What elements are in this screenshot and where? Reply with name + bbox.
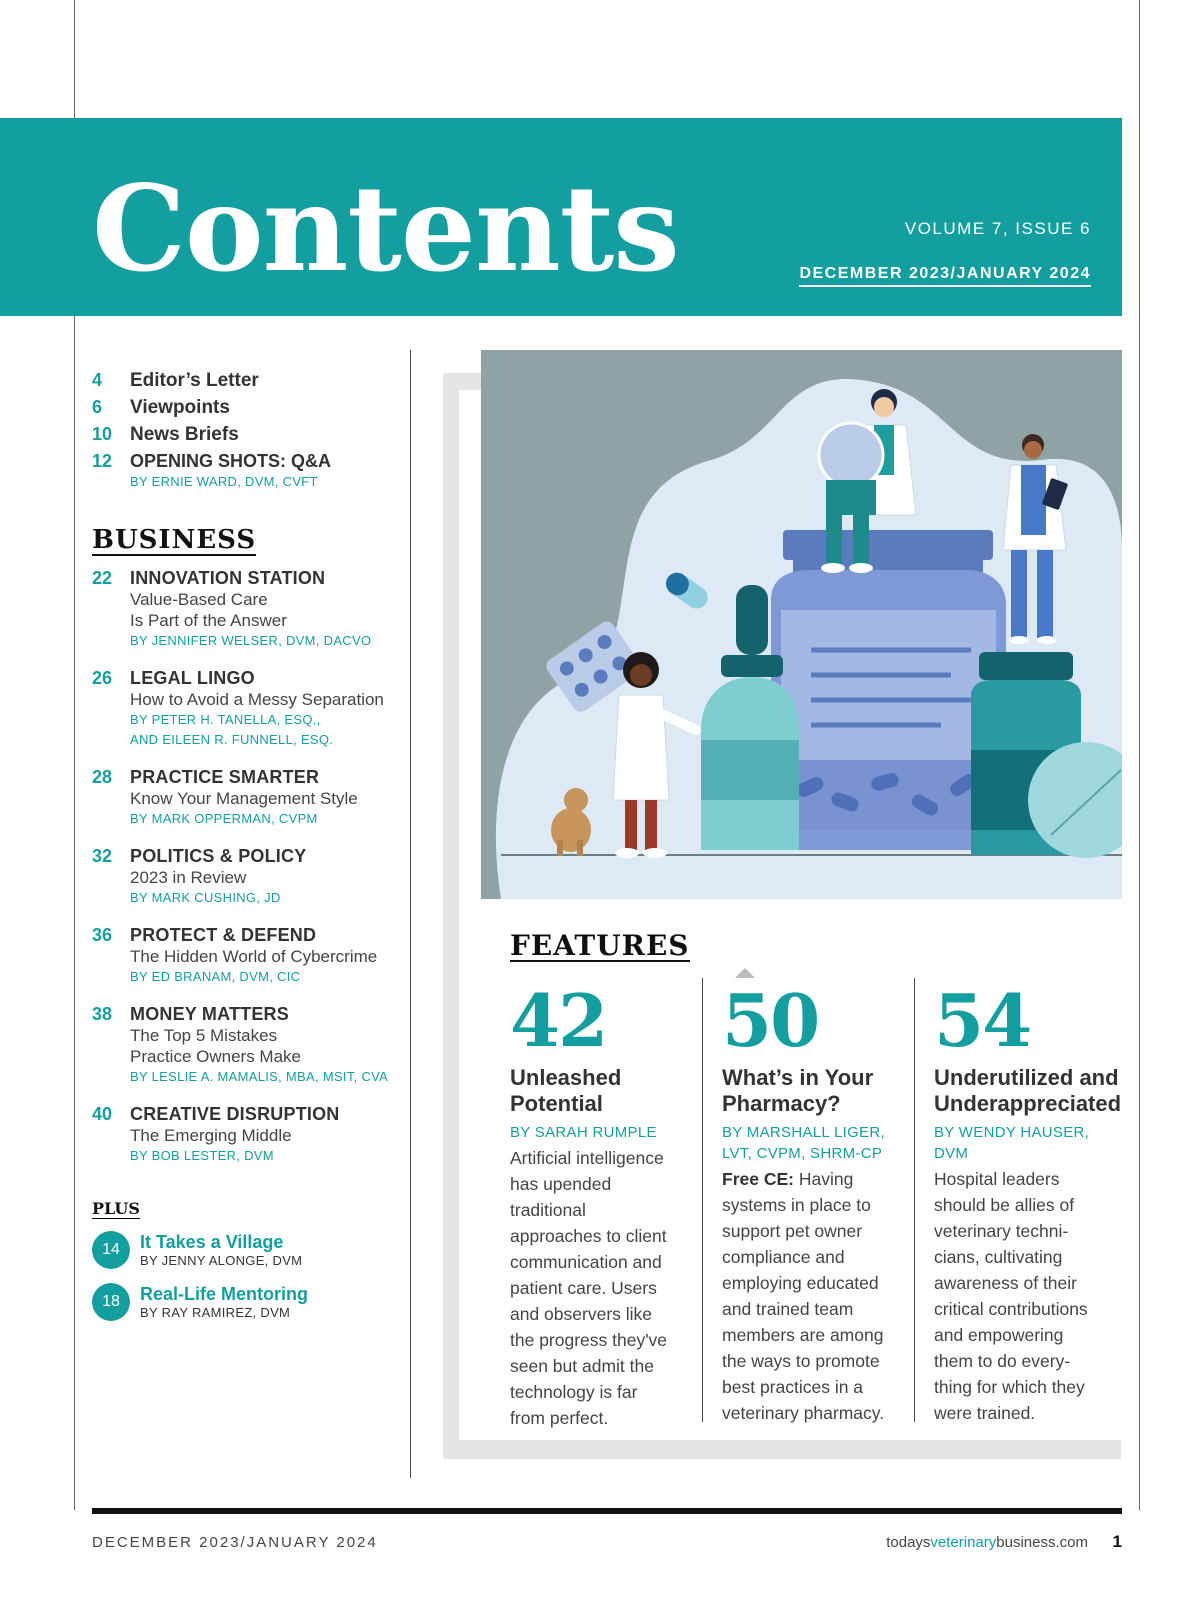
toc-title: News Briefs — [130, 424, 239, 445]
feature-page-number: 54 — [934, 978, 1031, 1063]
feature-text: veterinary techni- — [934, 1221, 1069, 1241]
feature-page-number: 50 — [722, 978, 819, 1063]
toc-byline: BY PETER H. TANELLA, ESQ., — [130, 712, 321, 728]
page-number: 22 — [92, 568, 113, 589]
feature-summary — [510, 1145, 700, 1431]
toc-subtitle: 2023 in Review — [130, 868, 247, 888]
feature-page-number: 42 — [510, 978, 607, 1063]
feature-text: members are among — [722, 1325, 884, 1345]
feature-title-line: Pharmacy? — [722, 1091, 841, 1116]
column-divider — [410, 350, 411, 1478]
toc-item[interactable] — [92, 370, 402, 392]
toc-byline: BY ERNIE WARD, DVM, CVFT — [130, 474, 318, 489]
plus-title: It Takes a Village — [140, 1232, 284, 1253]
feature-text: technology is far — [510, 1382, 638, 1402]
feature-summary-line — [934, 1322, 1124, 1348]
feature-title — [510, 1065, 700, 1117]
plus-item[interactable] — [92, 1283, 402, 1321]
feature-text: and empowering — [934, 1325, 1064, 1345]
feature-column[interactable] — [934, 978, 1124, 1426]
feature-text: were trained. — [934, 1403, 1036, 1423]
feature-text: them to do every- — [934, 1351, 1071, 1371]
toc-title: OPENING SHOTS: Q&A — [130, 451, 332, 471]
feature-byline — [510, 1122, 700, 1143]
toc-entry[interactable] — [92, 846, 402, 908]
toc-byline: BY MARK CUSHING, JD — [130, 890, 281, 906]
feature-text: the progress they've — [510, 1330, 668, 1350]
feature-byline-line: BY SARAH RUMPLE — [510, 1124, 657, 1141]
feature-summary-line — [722, 1218, 912, 1244]
page-badge: 18 — [92, 1283, 130, 1321]
toc-byline: BY JENNIFER WELSER, DVM, DACVO — [130, 633, 372, 649]
feature-text: awareness of their — [934, 1273, 1077, 1293]
feature-byline-line: BY WENDY HAUSER, — [934, 1124, 1090, 1141]
toc-entry-header — [92, 568, 402, 589]
feature-summary-line — [510, 1223, 700, 1249]
feature-summary-line — [510, 1327, 700, 1353]
toc-title: MONEY MATTERS — [130, 1004, 289, 1025]
toc-byline: AND EILEEN R. FUNNELL, ESQ. — [130, 732, 334, 748]
feature-summary-line — [510, 1249, 700, 1275]
feature-title-line: Underappreciated — [934, 1091, 1122, 1116]
triangle-marker-icon — [735, 968, 755, 978]
feature-text: and trained team — [722, 1299, 854, 1319]
toc-title: POLITICS & POLICY — [130, 846, 307, 867]
feature-summary-line — [722, 1322, 912, 1348]
feature-title — [934, 1065, 1124, 1117]
feature-text: patient care. Users — [510, 1278, 657, 1298]
feature-title-line: Underutilized and — [934, 1065, 1119, 1090]
page-title: Contents — [92, 159, 679, 298]
feature-summary-line — [722, 1166, 912, 1192]
feature-summary-line — [722, 1400, 912, 1426]
feature-byline — [934, 1122, 1124, 1164]
feature-summary-line — [510, 1171, 700, 1197]
toc-title: PRACTICE SMARTER — [130, 767, 320, 788]
toc-item[interactable] — [92, 424, 402, 446]
feature-text: traditional — [510, 1200, 586, 1220]
feature-summary-line — [510, 1353, 700, 1379]
toc-subtitle: The Hidden World of Cybercrime — [130, 947, 378, 967]
feature-summary-line — [934, 1296, 1124, 1322]
feature-text: thing for which they — [934, 1377, 1085, 1397]
feature-summary-line — [510, 1379, 700, 1405]
toc-subtitle: Know Your Management Style — [130, 789, 358, 809]
feature-text: support pet owner — [722, 1221, 863, 1241]
toc-subtitle: Is Part of the Answer — [130, 611, 287, 631]
feature-text: the ways to promote — [722, 1351, 880, 1371]
plus-text — [140, 1284, 308, 1320]
feature-text: should be allies of — [934, 1195, 1075, 1215]
feature-text: veterinary pharmacy. — [722, 1403, 885, 1423]
site-suffix: business.com — [996, 1534, 1088, 1551]
toc-entry-header — [92, 846, 402, 867]
page-number: 26 — [92, 668, 113, 689]
feature-byline-line: DVM — [934, 1145, 969, 1162]
feature-byline — [722, 1122, 912, 1164]
toc-title: Editor’s Letter — [130, 370, 259, 391]
toc-subtitle: Practice Owners Make — [130, 1047, 301, 1067]
toc-title: INNOVATION STATION — [130, 568, 326, 589]
business-heading: BUSINESS — [92, 525, 257, 555]
page-number: 12 — [92, 451, 113, 471]
plus-byline: BY RAY RAMIREZ, DVM — [140, 1305, 291, 1321]
feature-text: employing educated — [722, 1273, 879, 1293]
features-heading: FEATURES — [510, 929, 690, 962]
page-number: 38 — [92, 1004, 113, 1025]
toc-top-list — [92, 370, 402, 489]
feature-column[interactable] — [722, 978, 912, 1426]
feature-text: Having — [793, 1169, 854, 1189]
feature-summary — [722, 1166, 912, 1426]
feature-text: systems in place to — [722, 1195, 871, 1215]
plus-item[interactable] — [92, 1231, 402, 1269]
toc-title: CREATIVE DISRUPTION — [130, 1104, 340, 1125]
feature-byline-line: LVT, CVPM, SHRM-CP — [722, 1145, 883, 1162]
feature-text: has upended — [510, 1174, 612, 1194]
toc-column — [92, 370, 402, 1335]
toc-item[interactable] — [92, 397, 402, 419]
issue-date: DECEMBER 2023/JANUARY 2024 — [799, 265, 1091, 287]
toc-byline: BY ED BRANAM, DVM, CIC — [130, 969, 301, 985]
feature-text: Artificial intelligence — [510, 1148, 664, 1168]
toc-byline: BY BOB LESTER, DVM — [130, 1148, 274, 1164]
toc-item[interactable] — [92, 451, 402, 472]
feature-summary-line — [934, 1374, 1124, 1400]
feature-title-line: Potential — [510, 1091, 603, 1116]
toc-entry-header — [92, 925, 402, 946]
feature-summary-line — [722, 1270, 912, 1296]
feature-column[interactable] — [510, 978, 700, 1431]
toc-entry[interactable] — [92, 668, 402, 750]
feature-text: seen but admit the — [510, 1356, 654, 1376]
feature-summary-line — [934, 1348, 1124, 1374]
toc-entry[interactable] — [92, 767, 402, 829]
feature-title — [722, 1065, 912, 1117]
page-number: 32 — [92, 846, 113, 867]
plus-text — [140, 1232, 302, 1268]
feature-summary-line — [510, 1301, 700, 1327]
right-margin-rule — [1139, 0, 1140, 1510]
page-number-footer: 1 — [1112, 1532, 1122, 1551]
toc-entry-header — [92, 1004, 402, 1025]
feature-summary-line — [934, 1400, 1124, 1426]
feature-summary-line — [722, 1348, 912, 1374]
feature-text: and observers like — [510, 1304, 653, 1324]
feature-summary-line — [510, 1405, 700, 1431]
toc-subtitle: The Top 5 Mistakes — [130, 1026, 278, 1046]
feature-text: critical contributions — [934, 1299, 1088, 1319]
feature-summary-line — [722, 1192, 912, 1218]
toc-entry[interactable] — [92, 925, 402, 987]
feature-summary-line — [722, 1374, 912, 1400]
toc-entry-header — [92, 668, 402, 689]
feature-summary-line — [934, 1166, 1124, 1192]
site-prefix: todays — [886, 1534, 931, 1551]
page-number: 4 — [92, 370, 103, 390]
volume-issue: VOLUME 7, ISSUE 6 — [904, 219, 1091, 238]
feature-summary-line — [934, 1218, 1124, 1244]
feature-text: from perfect. — [510, 1408, 609, 1428]
toc-entry-header — [92, 1104, 402, 1125]
toc-subtitle: Value-Based Care — [130, 590, 268, 610]
feature-summary-line — [722, 1296, 912, 1322]
page-number: 28 — [92, 767, 113, 788]
toc-byline: BY MARK OPPERMAN, CVPM — [130, 811, 318, 827]
toc-title: PROTECT & DEFEND — [130, 925, 317, 946]
feature-text: best practices in a — [722, 1377, 864, 1397]
feature-title-line: Unleashed — [510, 1065, 622, 1090]
page-number: 40 — [92, 1104, 113, 1125]
toc-title: LEGAL LINGO — [130, 668, 255, 689]
footer-date: DECEMBER 2023/JANUARY 2024 — [92, 1534, 378, 1551]
feature-summary-line — [510, 1275, 700, 1301]
plus-byline: BY JENNY ALONGE, DVM — [140, 1253, 303, 1269]
feature-title-line: What’s in Your — [722, 1065, 874, 1090]
page-number: 6 — [92, 397, 103, 417]
feature-text: approaches to client — [510, 1226, 667, 1246]
toc-title: Viewpoints — [130, 397, 230, 418]
feature-byline-line: BY MARSHALL LIGER, — [722, 1124, 885, 1141]
feature-text: compliance and — [722, 1247, 845, 1267]
page-number: 36 — [92, 925, 113, 946]
feature-lead: Free CE: — [722, 1169, 794, 1189]
feature-divider — [914, 978, 915, 1422]
business-list — [92, 568, 402, 1166]
footer-website[interactable] — [886, 1534, 1088, 1551]
feature-summary-line — [510, 1197, 700, 1223]
feature-summary-line — [934, 1244, 1124, 1270]
feature-summary — [934, 1166, 1124, 1426]
feature-summary-line — [510, 1145, 700, 1171]
feature-text: communication and — [510, 1252, 662, 1272]
site-highlight: veterinary — [930, 1534, 997, 1551]
feature-text: cians, cultivating — [934, 1247, 1063, 1267]
feature-summary-line — [934, 1192, 1124, 1218]
feature-divider — [702, 978, 703, 1422]
plus-heading: PLUS — [92, 1199, 140, 1219]
toc-subtitle: The Emerging Middle — [130, 1126, 292, 1146]
pharmacy-illustration — [481, 350, 1122, 899]
feature-summary-line — [722, 1244, 912, 1270]
plus-list — [92, 1231, 402, 1321]
toc-entry[interactable] — [92, 568, 402, 651]
footer-rule — [92, 1508, 1122, 1514]
toc-entry[interactable] — [92, 1004, 402, 1087]
feature-summary-line — [934, 1270, 1124, 1296]
feature-text: Hospital leaders — [934, 1169, 1060, 1189]
toc-entry-header — [92, 767, 402, 788]
plus-title: Real-Life Mentoring — [140, 1284, 309, 1305]
page-number: 10 — [92, 424, 113, 444]
toc-entry[interactable] — [92, 1104, 402, 1166]
toc-subtitle: How to Avoid a Messy Separation — [130, 690, 384, 710]
page-badge: 14 — [92, 1231, 130, 1269]
toc-byline: BY LESLIE A. MAMALIS, MBA, MSIT, CVA — [130, 1069, 389, 1085]
